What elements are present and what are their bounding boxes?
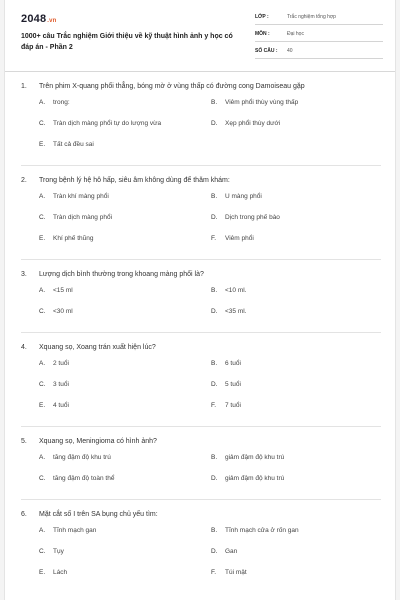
question-divider: [21, 332, 381, 333]
option-text: Lách: [53, 569, 68, 576]
question-list: [5, 72, 396, 589]
option-text: Tĩnh mạch gan: [53, 527, 97, 534]
question-body: Trên phim X-quang phổi thẳng, bóng mờ ở vùng thấp có đường cong Damoiseau gặp: [39, 83, 305, 90]
option-text: Khí phế thũng: [53, 235, 94, 242]
option-text: Tĩnh mạch cửa ở rốn gan: [225, 527, 299, 534]
option-list: [21, 359, 381, 422]
document-title: 1000+ câu Trắc nghiệm Giới thiệu về kỹ thuật hình ảnh y học có đáp án - Phần 2: [21, 33, 233, 51]
option-text: trong:: [53, 99, 70, 106]
option-letter: B.: [211, 527, 218, 534]
option-letter: C.: [39, 475, 46, 482]
option-item[interactable]: [211, 234, 383, 255]
option-item[interactable]: [211, 547, 383, 568]
option-item[interactable]: [39, 307, 211, 328]
option-text: Tất cả đều sai: [53, 141, 94, 148]
question-item: [5, 343, 396, 427]
meta-label: MÔN :: [255, 31, 270, 37]
option-letter: E.: [39, 402, 46, 409]
option-list: [21, 98, 381, 161]
option-text: Tràn khí màng phổi: [53, 193, 109, 200]
option-letter: D.: [211, 381, 218, 388]
option-letter: A.: [39, 454, 46, 461]
option-list: [21, 526, 381, 589]
meta-value: Trắc nghiệm tổng hợp: [287, 14, 336, 20]
option-letter: F.: [211, 235, 217, 242]
option-text: 3 tuổi: [53, 381, 69, 388]
option-item[interactable]: [211, 474, 383, 495]
option-text: <10 ml.: [225, 287, 247, 294]
option-item[interactable]: [211, 286, 383, 307]
question-number: 6.: [21, 511, 27, 518]
option-item[interactable]: [39, 286, 211, 307]
option-text: Dịch trong phế bào: [225, 214, 280, 221]
option-text: U màng phổi: [225, 193, 262, 200]
option-item[interactable]: [211, 307, 383, 328]
meta-value: Đại học: [287, 31, 304, 37]
option-item[interactable]: [39, 547, 211, 568]
option-item[interactable]: [39, 568, 211, 589]
option-text: Viêm phổi thùy vùng thấp: [225, 99, 299, 106]
question-item: [5, 437, 396, 500]
option-letter: E.: [39, 235, 46, 242]
option-letter: D.: [211, 120, 218, 127]
option-letter: B.: [211, 360, 218, 367]
question-divider: [21, 426, 381, 427]
option-letter: B.: [211, 454, 218, 461]
option-text: <35 ml.: [225, 308, 247, 315]
question-number: 4.: [21, 344, 27, 351]
option-letter: E.: [39, 141, 46, 148]
option-text: tăng đậm độ khu trú: [53, 454, 111, 461]
option-text: giảm đậm độ khu trú: [225, 475, 285, 482]
option-letter: A.: [39, 360, 46, 367]
question-text: [21, 270, 381, 280]
option-list: [21, 453, 381, 495]
option-letter: D.: [211, 475, 218, 482]
option-text: <15 ml: [53, 287, 73, 294]
document-meta: [255, 10, 383, 61]
site-logo[interactable]: [21, 13, 57, 25]
option-item[interactable]: [211, 213, 383, 234]
option-item[interactable]: [39, 380, 211, 401]
option-letter: C.: [39, 381, 46, 388]
meta-value: 40: [287, 48, 293, 54]
question-body: Mặt cắt số I trên SA bụng chủ yếu tìm:: [39, 511, 158, 518]
option-letter: A.: [39, 99, 46, 106]
option-text: Túi mật: [225, 569, 247, 576]
option-letter: C.: [39, 308, 46, 315]
option-item[interactable]: [211, 119, 383, 140]
question-item: [5, 510, 396, 589]
option-letter: E.: [39, 569, 46, 576]
option-list: [21, 192, 381, 255]
question-body: Lượng dịch bình thường trong khoang màng phổi là?: [39, 271, 204, 278]
option-item[interactable]: [211, 359, 383, 380]
option-letter: B.: [211, 193, 218, 200]
option-item[interactable]: [39, 359, 211, 380]
option-letter: C.: [39, 548, 46, 555]
question-item: [5, 82, 396, 166]
question-text: [21, 82, 381, 92]
option-letter: C.: [39, 120, 46, 127]
question-number: 1.: [21, 83, 27, 90]
question-number: 3.: [21, 271, 27, 278]
option-text: tăng đậm độ toàn thể: [53, 475, 115, 482]
document-page: [4, 0, 396, 600]
option-item[interactable]: [39, 192, 211, 213]
option-item[interactable]: [39, 213, 211, 234]
question-text: [21, 510, 381, 520]
option-text: <30 ml: [53, 308, 73, 315]
option-item[interactable]: [39, 474, 211, 495]
question-text: [21, 343, 381, 353]
option-letter: C.: [39, 214, 46, 221]
option-item[interactable]: [211, 568, 383, 589]
option-item[interactable]: [39, 453, 211, 474]
question-number: 5.: [21, 438, 27, 445]
option-item[interactable]: [211, 453, 383, 474]
option-item[interactable]: [211, 98, 383, 119]
question-item: [5, 176, 396, 260]
question-divider: [21, 165, 381, 166]
option-letter: D.: [211, 548, 218, 555]
option-item[interactable]: [39, 526, 211, 547]
option-letter: D.: [211, 308, 218, 315]
option-text: 2 tuổi: [53, 360, 69, 367]
option-letter: F.: [211, 569, 217, 576]
question-text: [21, 437, 381, 447]
option-letter: F.: [211, 402, 217, 409]
question-body: Xquang sọ, Xoang trán xuất hiện lúc?: [39, 344, 156, 351]
option-item[interactable]: [39, 401, 211, 422]
option-item[interactable]: [211, 380, 383, 401]
document-header: [5, 0, 396, 72]
question-body: Trong bệnh lý hệ hô hấp, siêu âm không dùng để thăm khám:: [39, 177, 230, 184]
option-letter: A.: [39, 287, 46, 294]
option-text: 5 tuổi: [225, 381, 241, 388]
meta-label: LỚP :: [255, 14, 269, 20]
option-text: 7 tuổi: [225, 402, 241, 409]
question-number: 2.: [21, 177, 27, 184]
option-item[interactable]: [39, 140, 211, 161]
option-letter: B.: [211, 287, 218, 294]
question-divider: [21, 499, 381, 500]
option-item[interactable]: [39, 119, 211, 140]
option-item[interactable]: [39, 234, 211, 255]
question-text: [21, 176, 381, 186]
option-text: 6 tuổi: [225, 360, 241, 367]
option-text: Tụy: [53, 548, 64, 555]
meta-row-class: [255, 10, 383, 25]
option-item[interactable]: [211, 526, 383, 547]
option-item[interactable]: [39, 98, 211, 119]
option-item[interactable]: [211, 401, 383, 422]
option-text: Gan: [225, 548, 238, 555]
meta-row-subject: [255, 27, 383, 42]
option-text: 4 tuổi: [53, 402, 69, 409]
option-text: Viêm phổi: [225, 235, 254, 242]
meta-row-count: [255, 44, 383, 59]
meta-label: SỐ CÂU :: [255, 48, 278, 54]
option-item[interactable]: [211, 192, 383, 213]
option-text: Xẹp phổi thùy dưới: [225, 120, 281, 127]
option-text: Tràn dịch màng phổi tự do lượng vừa: [53, 120, 162, 127]
option-letter: B.: [211, 99, 218, 106]
question-item: [5, 270, 396, 333]
option-text: giảm đậm độ khu trú: [225, 454, 285, 461]
question-body: Xquang sọ, Meningioma có hình ảnh?: [39, 438, 157, 445]
option-letter: A.: [39, 527, 46, 534]
logo-number: 2048: [21, 13, 47, 25]
option-letter: D.: [211, 214, 218, 221]
option-letter: A.: [39, 193, 46, 200]
question-divider: [21, 259, 381, 260]
option-text: Tràn dịch màng phổi: [53, 214, 113, 221]
option-list: [21, 286, 381, 328]
logo-suffix: .vn: [47, 18, 57, 24]
